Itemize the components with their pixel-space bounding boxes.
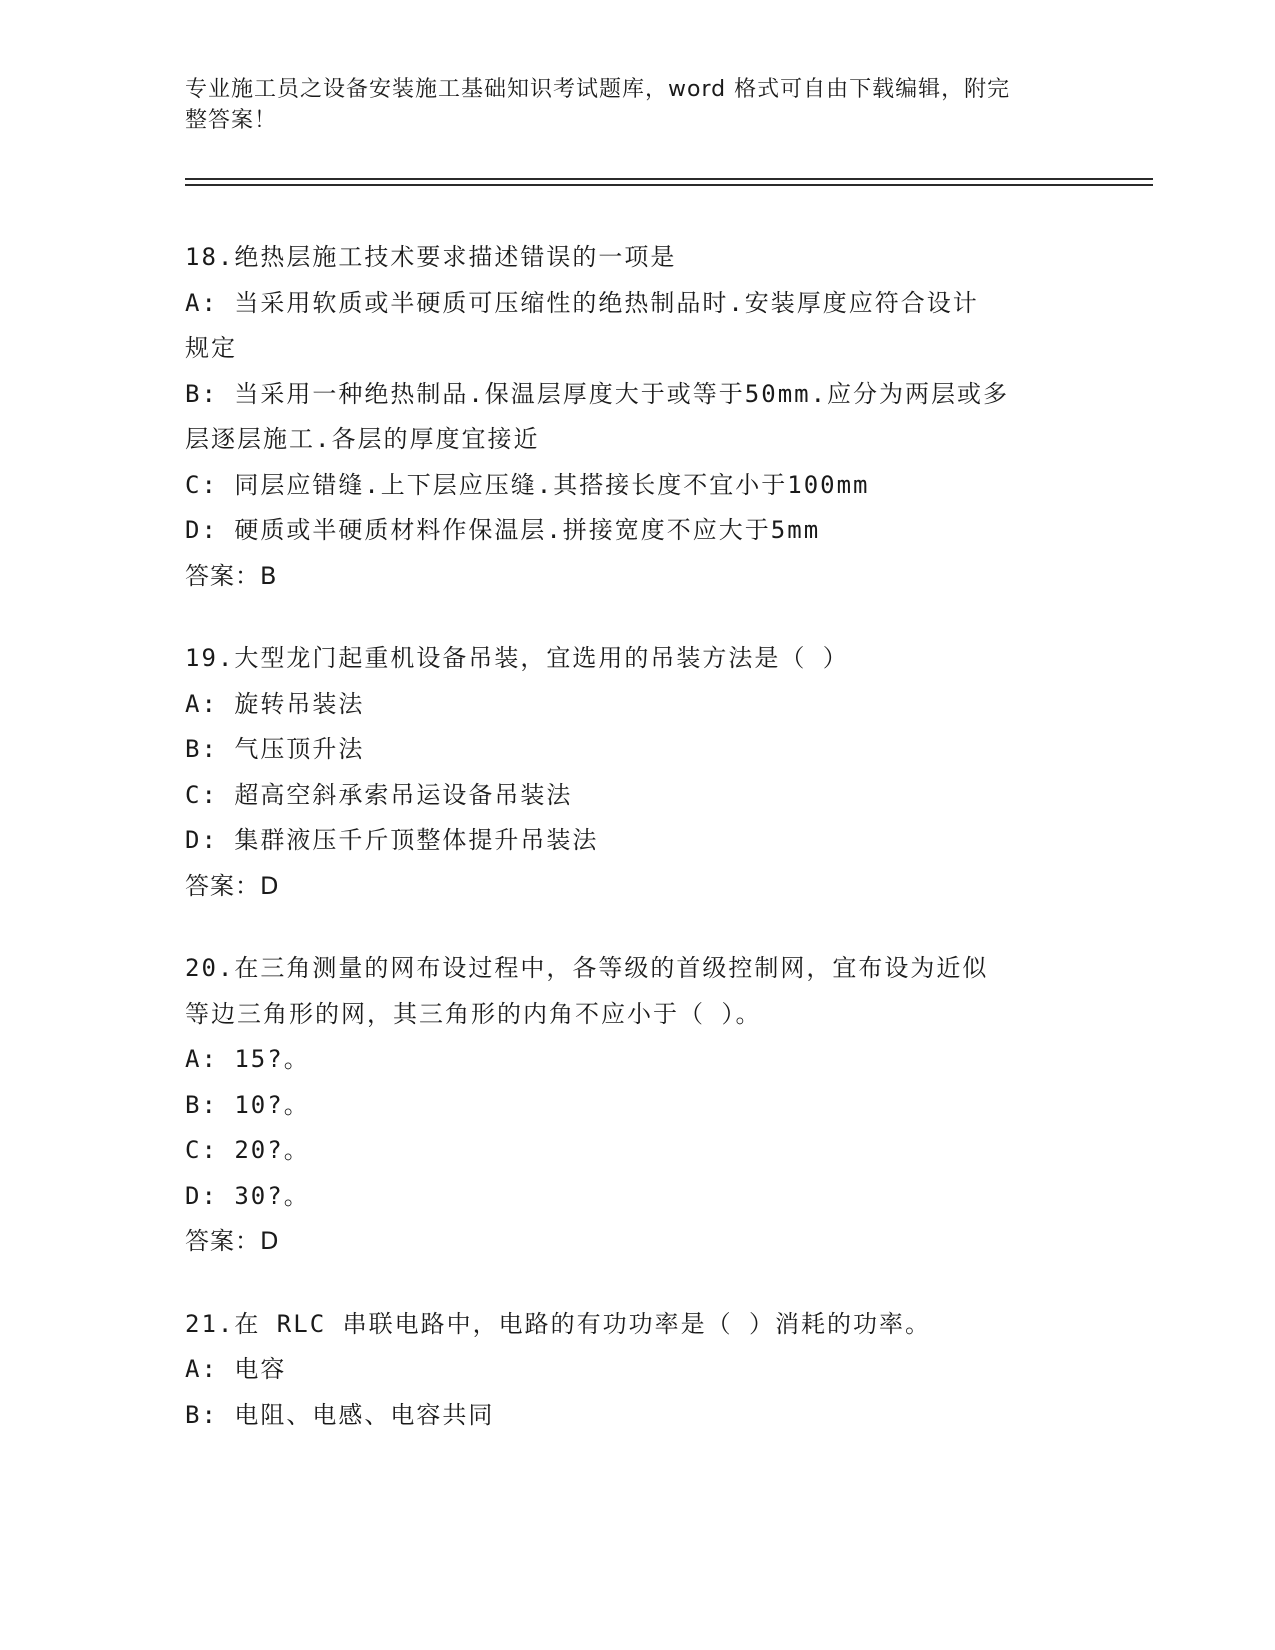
question-stem: 18.绝热层施工技术要求描述错误的一项是 <box>185 243 677 271</box>
option-d: D: 30?。 <box>185 1181 310 1210</box>
header-divider-bottom <box>185 184 1153 186</box>
option-c: C: 同层应错缝.上下层应压缝.其搭接长度不宜小于100mm <box>185 470 870 499</box>
option-a: A: 当采用软质或半硬质可压缩性的绝热制品时.安装厚度应符合设计 规定 <box>185 288 979 362</box>
option-b: B: 当采用一种绝热制品.保温层厚度大于或等于50mm.应分为两层或多 层逐层施工.各层的厚度宜接近 <box>185 379 1010 453</box>
question-list <box>185 235 1085 1475</box>
answer: 答案：D <box>185 871 280 900</box>
option-b: B: 气压顶升法 <box>185 735 365 763</box>
answer: 答案：B <box>185 561 278 590</box>
option-c: C: 20?。 <box>185 1136 310 1164</box>
question-18 <box>185 235 1085 599</box>
question-19 <box>185 636 1085 909</box>
header-divider-top <box>185 178 1153 180</box>
question-stem: 19.大型龙门起重机设备吊装，宜选用的吊装方法是（ ） <box>185 644 849 672</box>
option-d: D: 硬质或半硬质材料作保温层.拼接宽度不应大于5mm <box>185 516 821 544</box>
question-stem: 20.在三角测量的网布设过程中，各等级的首级控制网，宜布设为近似 等边三角形的网，其三角形的内角不应小于（ ）。 <box>185 954 989 1028</box>
header-line-1: 专业施工员之设备安装施工基础知识考试题库，word 格式可自由下载编辑，附完 <box>185 77 1011 102</box>
option-a: A: 电容 <box>185 1355 287 1383</box>
document-header <box>185 74 1065 136</box>
option-c: C: 超高空斜承索吊运设备吊装法 <box>185 780 573 809</box>
header-line-2: 整答案！ <box>185 108 278 133</box>
question-21 <box>185 1302 1085 1439</box>
question-20 <box>185 946 1085 1265</box>
option-d: D: 集群液压千斤顶整体提升吊装法 <box>185 826 599 854</box>
option-b: B: 电阻、电感、电容共同 <box>185 1400 495 1429</box>
answer: 答案：D <box>185 1227 280 1255</box>
option-b: B: 10?。 <box>185 1090 310 1119</box>
question-stem: 21.在 RLC 串联电路中，电路的有功功率是（ ）消耗的功率。 <box>185 1309 932 1338</box>
option-a: A: 15?。 <box>185 1045 310 1073</box>
option-a: A: 旋转吊装法 <box>185 689 365 718</box>
